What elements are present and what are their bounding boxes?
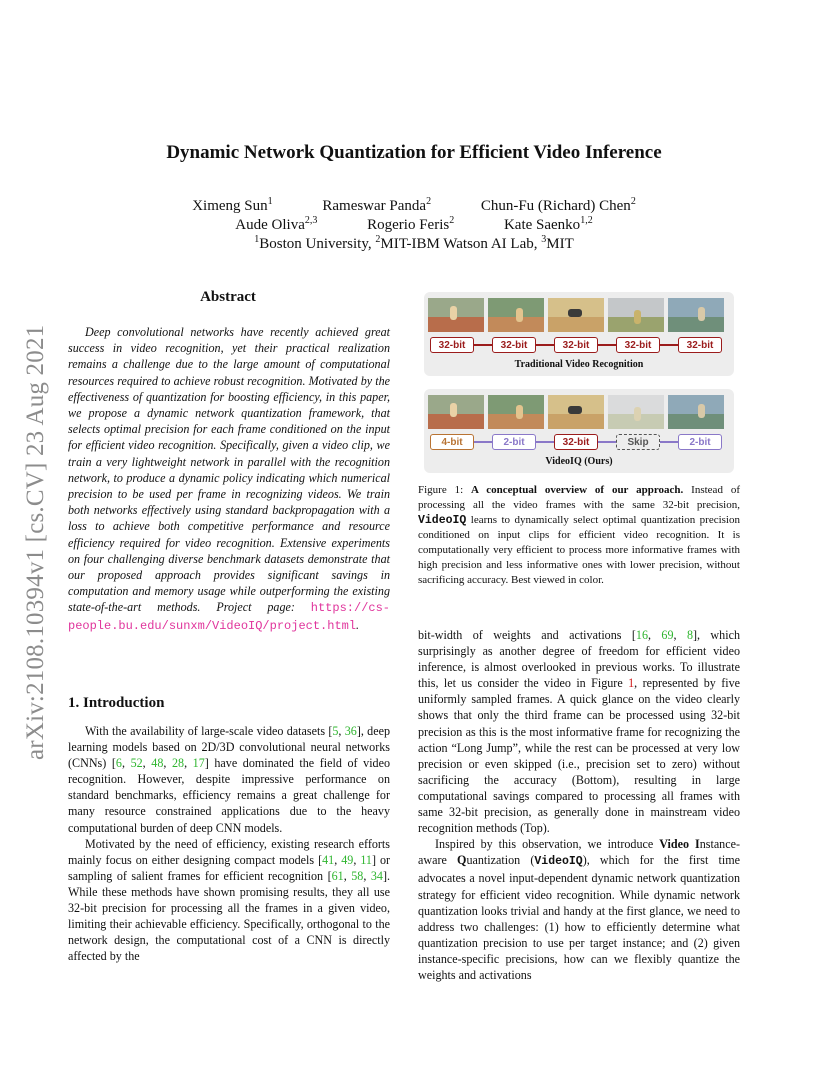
abstract-heading: Abstract xyxy=(200,289,256,305)
video-frame xyxy=(668,298,724,332)
citation-link[interactable]: 61 xyxy=(331,868,344,883)
citation-link[interactable]: 48 xyxy=(151,756,164,771)
text-run: , xyxy=(353,852,361,867)
figure-ref-link[interactable]: 1 xyxy=(628,676,635,691)
affiliation: $^3$MIT xyxy=(541,234,574,252)
video-frame-skipped xyxy=(608,395,664,429)
citation-link[interactable]: 52 xyxy=(130,756,143,771)
connector xyxy=(536,344,554,346)
paragraph xyxy=(418,836,740,983)
text-run: Motivated by the need of efficiency, existing research efforts mainly focus on either designing compact models [ xyxy=(68,836,390,867)
citation-link[interactable]: 8 xyxy=(686,628,693,642)
text-run: , xyxy=(673,628,687,642)
text-run: , xyxy=(338,724,345,738)
citation-link[interactable]: 41 xyxy=(322,852,335,867)
text-run: , xyxy=(142,756,152,771)
authors-line-2 xyxy=(0,215,828,234)
connector xyxy=(660,344,678,346)
affiliation: $^2$MIT-IBM Watson AI Lab, xyxy=(375,234,538,252)
text-run: Inspired by this observation, we introduce xyxy=(435,837,660,852)
video-frame xyxy=(488,395,544,429)
affiliations xyxy=(0,234,828,253)
right-column-body xyxy=(418,627,740,983)
arxiv-stamp: arXiv:2108.10394v1 [cs.CV] 23 Aug 2021 xyxy=(22,324,49,760)
skip-badge: Skip xyxy=(616,434,660,450)
paragraph xyxy=(68,723,390,836)
panel-caption: VideoIQ (Ours) xyxy=(545,456,613,467)
precision-chain-videoiq xyxy=(430,434,722,450)
authors-line-1 xyxy=(0,196,828,215)
connector xyxy=(536,441,554,443)
text-run: ]. While these methods have shown promising results, they all use 32-bit precision for processing all the frames in a given video, limiting their achievable efficiency. Specifically, orthogonal to the network design, the computational cost of a CNN is directly affected by the xyxy=(68,868,391,964)
bold-text: Video xyxy=(659,837,690,852)
author: Ximeng Sun$^1$ xyxy=(192,196,273,214)
text-run: ], deep learning models based on 2D/3D convolutional neural networks (CNNs) [ xyxy=(68,724,391,771)
video-frame xyxy=(548,395,604,429)
connector xyxy=(598,441,616,443)
method-name: VideoIQ xyxy=(534,855,583,869)
citation-link[interactable]: 11 xyxy=(360,852,372,867)
text-run: With the availability of large-scale video datasets [ xyxy=(85,724,333,738)
precision-badge: 32-bit xyxy=(616,337,660,353)
text-run: , xyxy=(648,628,662,642)
precision-badge: 32-bit xyxy=(430,337,474,353)
text-run: ), which for the first time advocates a novel input-dependent dynamic network quantization strategy for efficient video recognition. While dynamic network quantization looks trivial and handy at the first glance, we need to address two challenges: (1) how to efficiently determine what quantization precision to use per target instance; and (2) given instance-specific precisions, how can we flexibly quantize the weights and activations xyxy=(418,853,740,982)
citation-link[interactable]: 58 xyxy=(351,868,364,883)
bold-text: I xyxy=(694,837,700,852)
section-heading-introduction: 1. Introduction xyxy=(68,695,165,711)
connector xyxy=(660,441,678,443)
introduction-body xyxy=(68,723,390,964)
text-run: ] or sampling of salient frames for efficient recognition [ xyxy=(68,852,391,883)
author: Kate Saenko$^{1,2}$ xyxy=(503,215,593,233)
author: Chun-Fu (Richard) Chen$^2$ xyxy=(480,196,636,214)
precision-badge: 32-bit xyxy=(554,434,598,450)
text-run: , xyxy=(163,756,172,771)
author: Aude Oliva$^{2,3}$ xyxy=(235,215,318,233)
precision-badge: 2-bit xyxy=(492,434,536,450)
text-run: ], which surprisingly as another degree of freedom for efficient video inference, is almost overlooked in previous works. To illustrate this, let us consider the video in Figure xyxy=(418,628,740,691)
precision-badge: 32-bit xyxy=(554,337,598,353)
precision-badge: 4-bit xyxy=(430,434,474,450)
text-run: , xyxy=(343,868,352,883)
video-frame xyxy=(428,298,484,332)
precision-chain-traditional xyxy=(430,337,722,353)
text-run: nstance-aware xyxy=(418,837,740,868)
figure-panel-traditional xyxy=(424,292,734,376)
video-frame xyxy=(428,395,484,429)
figure-panel-videoiq xyxy=(424,389,734,473)
author: Rameswar Panda$^2$ xyxy=(322,196,432,214)
video-frame xyxy=(668,395,724,429)
citation-link[interactable]: 28 xyxy=(171,756,185,771)
bold-text: Q xyxy=(457,853,467,868)
citation-link[interactable]: 16 xyxy=(635,628,648,642)
affiliation: $^1$Boston University, xyxy=(254,234,372,252)
citation-link[interactable]: 69 xyxy=(661,628,674,642)
text-run: ] have dominated the field of video recognition. However, despite impressive performance on standard benchmarks, efficiency remains a great challenge for many resource constrained applications due to the heavy computational burden of deep CNN models. xyxy=(68,756,391,835)
citation-link[interactable]: 34 xyxy=(370,868,383,883)
citation-link[interactable]: 6 xyxy=(115,756,122,771)
abstract-body: Deep convolutional networks have recently achieved great success in video recognition, yet their practical realization remains a challenge due to the large amount of computational resources required to achieve robust recognition. Motivated by the effectiveness of quantization for boosting efficiency, in this paper, we propose a dynamic network quantization framework, that selects optimal precision for each frame conditioned on the input for efficient video recognition. Specifically, given a video clip, we train a very lightweight network in parallel with the recognition network, to produce a dynamic policy indicating which numerical precision to be used per frame in recognizing videos. We train both networks effectively using standard backpropagation with a loss to achieve both competitive performance and resource efficiency required for video recognition. Extensive experiments on four challenging diverse benchmark datasets demonstrate that our proposed approach provides significant savings in computation and memory usage while outperforming the existing state-of-the-art methods. Project page: https://cs-people.bu.edu/sunxm/VideoIQ/project.html. xyxy=(68,325,390,633)
precision-badge: 32-bit xyxy=(492,337,536,353)
connector xyxy=(474,344,492,346)
text-run: , xyxy=(334,852,342,867)
citation-link[interactable]: 36 xyxy=(344,724,357,738)
citation-link[interactable]: 49 xyxy=(341,852,354,867)
precision-badge: 32-bit xyxy=(678,337,722,353)
abstract-text: Deep convolutional networks have recently achieved great success in video recognition, yet their practical realization remains a challenge due to the large amount of computational resources required to achieve robust recognition. Motivated by the effectiveness of quantization for boosting efficiency, in this paper, we propose a dynamic network quantization framework, that selects optimal precision for each frame conditioned on the input for efficient video recognition. Specifically, given a video clip, we train a very lightweight network in parallel with the recognition network, to produce a dynamic policy indicating which numerical precision to be used per frame in recognizing videos. We train both networks effectively using standard backpropagation with a loss to achieve both competitive performance and resource efficiency required for video recognition. Extensive experiments on four challenging diverse benchmark datasets demonstrate that our proposed approach provides significant savings in computation and memory usage while outperforming the existing state-of-the-art methods. xyxy=(68,325,390,615)
connector xyxy=(474,441,492,443)
text-run: uantization ( xyxy=(466,853,535,868)
precision-badge: 2-bit xyxy=(678,434,722,450)
author: Rogerio Feris$^2$ xyxy=(367,215,455,233)
video-frame xyxy=(548,298,604,332)
video-frames xyxy=(428,395,724,429)
video-frames xyxy=(428,298,724,332)
text-run: bit-width of weights and activations [ xyxy=(418,628,636,642)
video-frame xyxy=(608,298,664,332)
text-run: , represented by five uniformly sampled frames. A quick glance on the video clearly shows that only the third frame can be processed using 32-bit precision as this is the most informative frame for recognizing the action “Long Jump”, while the rest can be processed at very low precision or even skipped (i.e., precision set to zero) without sacrificing the accuracy (Bottom), resulting in large computational savings compared to processing all frames with same 32-bit precision, as generally done in mainstream video recognition methods (Top). xyxy=(418,676,740,836)
panel-caption: Traditional Video Recognition xyxy=(514,359,644,370)
text-run: , xyxy=(184,756,193,771)
citation-link[interactable]: 5 xyxy=(332,724,339,738)
video-frame xyxy=(488,298,544,332)
connector xyxy=(598,344,616,346)
paragraph xyxy=(418,627,740,836)
text-run: , xyxy=(363,868,371,883)
project-page-link[interactable]: https://cs-people.bu.edu/sunxm/VideoIQ/project.html xyxy=(68,601,390,633)
citation-link[interactable]: 17 xyxy=(192,756,205,771)
paper-title: Dynamic Network Quantization for Efficient Video Inference xyxy=(166,142,662,163)
text-run: , xyxy=(121,756,131,771)
figure-caption: Figure 1: A conceptual overview of our approach. Instead of processing all the video frames with the same 32-bit precision, VideoIQ learns to dynamically select optimal quantization precision conditioned on input clips for efficient video recognition. It is computationally very efficient to process more informative frames with high precision and less informative ones with lower precision, without sacrificing accuracy. Best viewed in color. xyxy=(418,484,740,586)
paragraph xyxy=(68,836,390,965)
